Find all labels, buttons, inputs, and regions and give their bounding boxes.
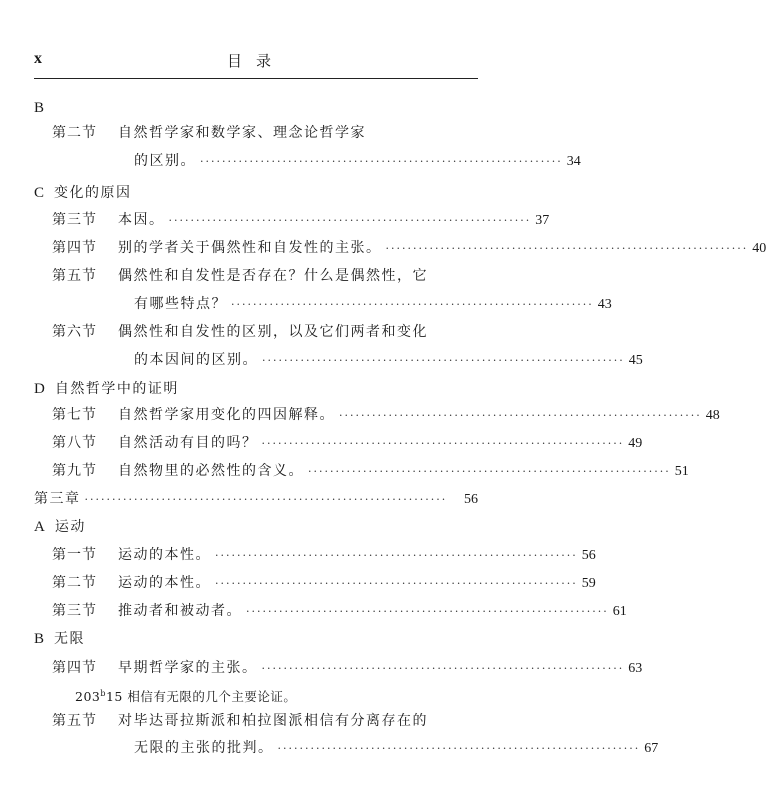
dot-leader: ·································································· [277,742,641,755]
dot-leader: ·································································· [262,354,625,367]
dot-leader: ·································································· [261,662,625,675]
page-ref: 61 [612,604,627,619]
page-title: 目录 [226,52,285,70]
section-title-cont: 有哪些特点？ [134,296,227,312]
section-label: 第四节 [52,240,97,256]
part-d-heading [34,377,179,401]
dot-leader: ·································································· [231,298,594,311]
page-ref: 49 [628,436,643,451]
dot-leader: ·································································· [339,409,702,422]
section-title: 推动者和被动者。 [118,603,242,619]
dot-leader: ·································································· [200,155,563,168]
part-title: 自然哲学中的证明 [54,381,179,397]
page-ref: 51 [674,464,689,479]
toc-entry-section-9[interactable] [52,459,689,483]
page-ref: 56 [464,492,478,507]
dot-leader: ·································································· [84,493,448,506]
part-b-heading [34,96,44,120]
toc-entry-section-3[interactable] [52,208,550,232]
dot-leader: ·································································· [168,214,532,227]
part-letter: A [34,519,45,535]
section-label: 第八节 [52,435,97,451]
dot-leader: ·································································· [215,577,578,590]
bekker-ref: 203 [75,689,101,705]
section-label: 第四节 [52,660,97,676]
bekker-column: b [100,689,106,698]
section-label: 第五节 [52,268,97,284]
dot-leader: ·································································· [261,437,625,450]
toc-entry-section-6[interactable] [52,320,478,344]
toc-entry-section-5-cont[interactable] [52,292,612,316]
part-letter: C [34,185,45,201]
toc-entry-section-2[interactable] [52,121,478,145]
toc-entry-chapter-3[interactable] [34,487,478,511]
section-title-cont: 无限的主张的批判。 [134,740,274,756]
page-ref: 40 [752,241,766,256]
page-ref: 63 [628,661,643,676]
part-c-heading [34,181,132,205]
part-title: 无限 [54,631,86,647]
part-title: 运动 [54,519,86,535]
toc-entry-ch3-section-1[interactable] [52,543,596,567]
section-label: 第六节 [52,324,97,340]
section-title: 本因。 [118,212,165,228]
section-title: 别的学者关于偶然性和自发性的主张。 [118,240,382,256]
section-title: 自然活动有目的吗？ [118,435,258,451]
section-title-cont: 的本因间的区别。 [134,352,258,368]
toc-entry-ch3-section-2[interactable] [52,571,596,595]
section-label: 第七节 [52,407,97,423]
part-b2-heading [34,627,85,651]
section-title: 对毕达哥拉斯派和柏拉图派相信有分离存在的 [118,713,428,729]
section-title-cont: 的区别。 [134,153,196,169]
toc-entry-ch3-section-3[interactable] [52,599,627,623]
header-rule [34,78,478,79]
part-a-heading [34,515,86,539]
dot-leader: ·································································· [215,549,578,562]
page-header [34,48,478,78]
page-ref: 45 [628,353,643,368]
section-title: 自然物里的必然性的含义。 [118,463,304,479]
toc-entry-ch3-section-4[interactable] [52,656,643,680]
section-label: 第五节 [52,713,97,729]
page-ref: 37 [535,213,550,228]
page-ref: 67 [644,741,659,756]
toc-entry-section-4[interactable] [52,236,766,260]
part-letter: D [34,381,45,397]
bekker-note [75,683,296,705]
chapter-title: 第三章 [34,491,81,507]
section-title: 运动的本性。 [118,547,211,563]
section-label: 第二节 [52,575,97,591]
part-letter: B [34,631,45,647]
section-label: 第一节 [52,547,97,563]
dot-leader: ·································································· [308,465,671,478]
section-title: 自然哲学家用变化的四因解释。 [118,407,335,423]
dot-leader: ·································································· [385,242,749,255]
section-title: 自然哲学家和数学家、理念论哲学家 [118,125,366,141]
toc-entry-ch3-section-5[interactable] [52,709,478,733]
part-title: 变化的原因 [54,185,132,201]
section-label: 第九节 [52,463,97,479]
page-ref: 34 [566,154,581,169]
page-number: x [34,50,42,67]
section-label: 第三节 [52,603,97,619]
section-title: 早期哲学家的主张。 [118,660,258,676]
toc-entry-section-8[interactable] [52,431,643,455]
page-ref: 48 [705,408,720,423]
section-title: 偶然性和自发性是否存在？什么是偶然性，它 [118,268,428,284]
page-ref: 43 [597,297,612,312]
toc-entry-section-6-cont[interactable] [52,348,643,372]
section-title: 偶然性和自发性的区别，以及它们两者和变化 [118,324,428,340]
part-letter: B [34,100,45,116]
page-ref: 56 [581,548,596,563]
note-text: 15 相信有无限的几个主要论证。 [105,689,297,705]
dot-leader: ·································································· [246,605,609,618]
toc-entry-section-7[interactable] [52,403,720,427]
section-label: 第三节 [52,212,97,228]
toc-entry-section-2-cont[interactable] [52,149,581,173]
section-label: 第二节 [52,125,97,141]
toc-entry-section-5[interactable] [52,264,478,288]
section-title: 运动的本性。 [118,575,211,591]
page-ref: 59 [581,576,596,591]
toc-entry-ch3-section-5-cont[interactable] [52,736,659,760]
